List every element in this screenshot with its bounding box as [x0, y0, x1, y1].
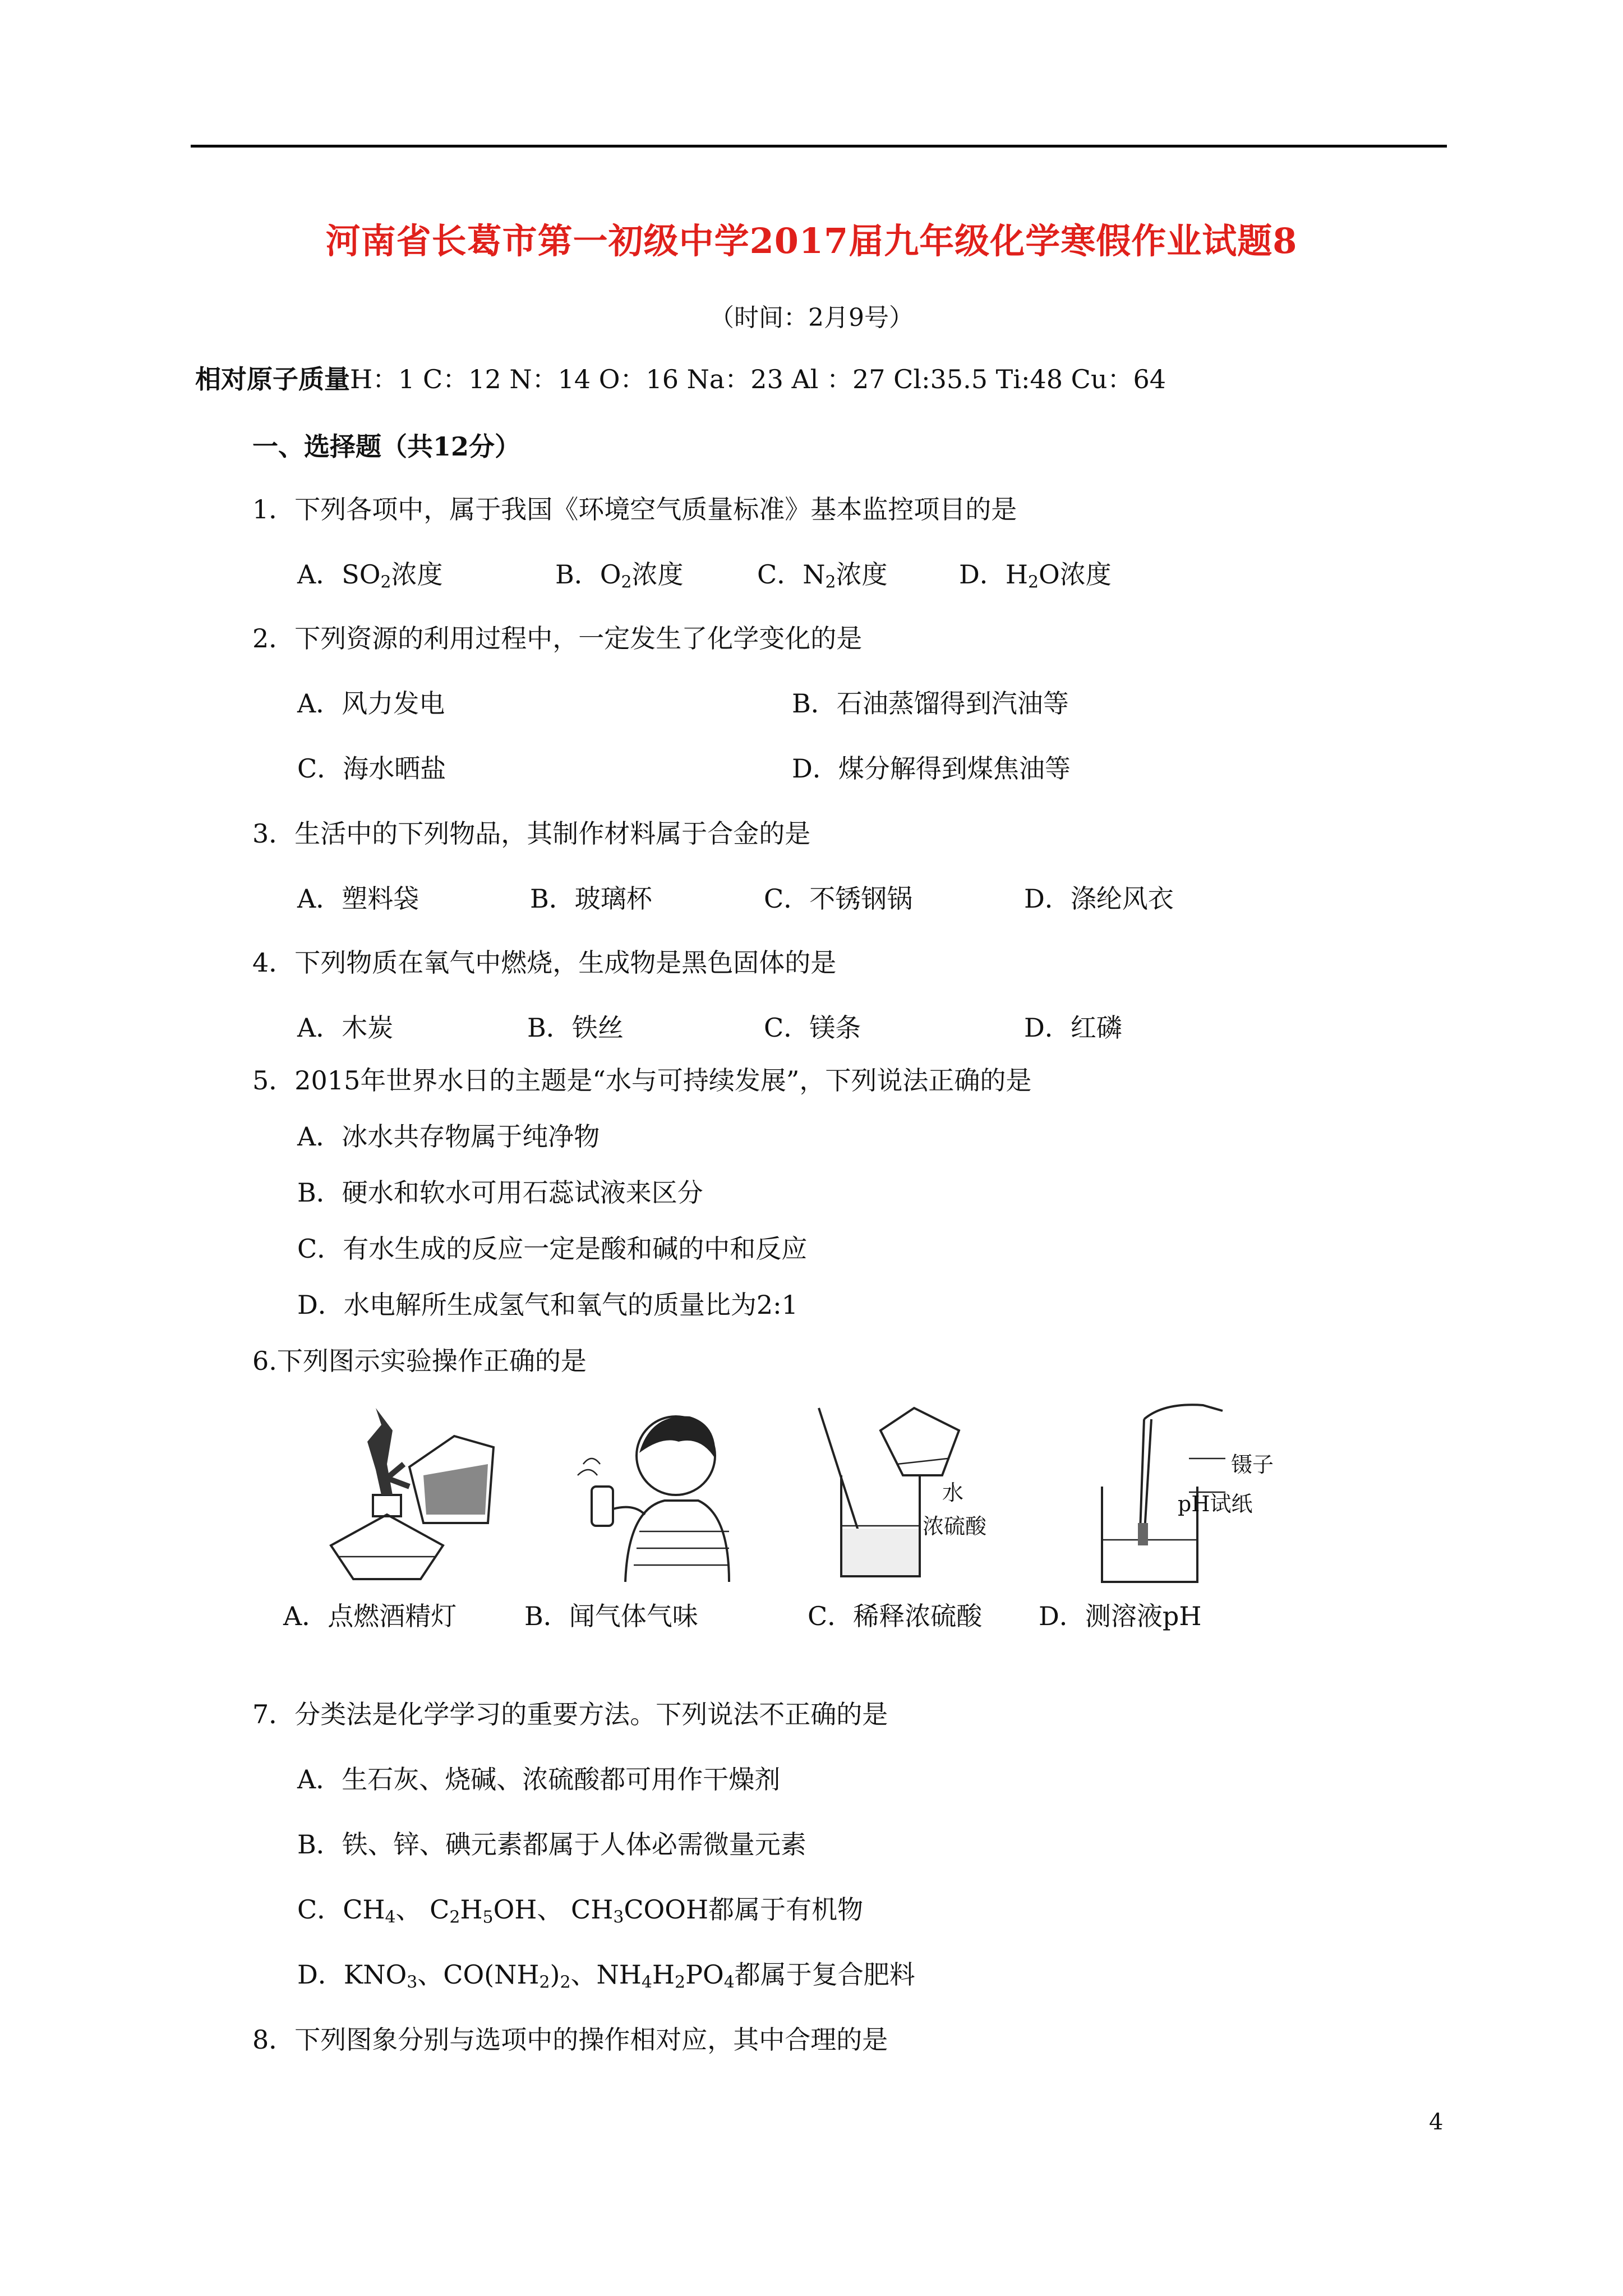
atomic-masses-label: 相对原子质量	[195, 364, 350, 394]
q6-option-d: D．测溶液pH	[1039, 1601, 1202, 1631]
q5-option-a: A．冰水共存物属于纯净物	[297, 1121, 600, 1152]
q4-stem: 4．下列物质在氧气中燃烧，生成物是黑色固体的是	[252, 947, 837, 978]
q5-option-d: D．水电解所生成氢气和氧气的质量比为2:1	[297, 1290, 798, 1320]
page-subtitle: （时间：2月9号）	[709, 303, 914, 332]
q7-option-c: C．$CH_4$、 $C_2H_5OH$、 $CH_3COOH$都属于有机物	[297, 1894, 864, 1927]
q7-option-d: D．$KNO_3$、$CO(NH_2)_2$、$NH_4H_2PO_4$都属于复合肥料	[297, 1959, 915, 1993]
q7-option-a: A．生石灰、烧碱、浓硫酸都可用作干燥剂	[297, 1764, 781, 1795]
q2-option-d: D．煤分解得到煤焦油等	[792, 753, 1071, 784]
header-rule	[191, 145, 1447, 148]
q1-option-b: B．$O_2$浓度	[555, 559, 684, 592]
q7-stem: 7．分类法是化学学习的重要方法。下列说法不正确的是	[252, 1699, 888, 1729]
q3-option-b: B．玻璃杯	[530, 884, 652, 914]
page-title: 河南省长葛市第一初级中学2017届九年级化学寒假作业试题8	[325, 220, 1298, 261]
q3-stem: 3．生活中的下列物品，其制作材料属于合金的是	[252, 818, 811, 849]
tweezers-label: 镊子	[1231, 1452, 1274, 1477]
q3-option-d: D．涤纶风衣	[1024, 884, 1174, 914]
atomic-masses-values: H：1 C：12 N：14 O：16 Na：23 Al ：27 Cl:35.5 Ti:48 Cu：64	[350, 364, 1166, 394]
section-title: 一、选择题（共12分）	[252, 431, 521, 462]
q1-option-d: D．$H_2O$浓度	[959, 559, 1112, 592]
q8-stem: 8．下列图象分别与选项中的操作相对应，其中合理的是	[252, 2024, 888, 2055]
alcohol-lamp-figure	[320, 1402, 510, 1588]
q2-stem: 2．下列资源的利用过程中，一定发生了化学变化的是	[252, 623, 863, 654]
q1-stem: 1．下列各项中，属于我国《环境空气质量标准》基本监控项目的是	[252, 494, 1017, 524]
sulfuric-acid-label: 浓硫酸	[923, 1514, 987, 1539]
q5-option-c: C．有水生成的反应一定是酸和碱的中和反应	[297, 1234, 808, 1264]
water-label: 水	[942, 1480, 964, 1505]
q6-option-c: C．稀释浓硫酸	[808, 1601, 983, 1631]
q5-option-b: B．硬水和软水可用石蕊试液来区分	[297, 1177, 703, 1208]
q1-option-a: A．$SO_2$浓度	[297, 559, 443, 592]
ph-paper-label: pH试纸	[1178, 1492, 1253, 1516]
q3-option-a: A．塑料袋	[297, 884, 419, 914]
atomic-masses-line	[195, 359, 1166, 396]
q4-option-b: B．铁丝	[527, 1013, 624, 1043]
page-number: 4	[1429, 2109, 1444, 2135]
q1-option-c: C．$N_2$浓度	[757, 559, 888, 592]
q4-option-d: D．红磷	[1024, 1013, 1122, 1043]
q4-option-a: A．木炭	[297, 1013, 394, 1043]
q7-option-b: B．铁、锌、碘元素都属于人体必需微量元素	[297, 1829, 806, 1860]
q4-option-c: C．镁条	[764, 1013, 861, 1043]
q6-option-a: A．点燃酒精灯	[283, 1601, 457, 1631]
q2-option-b: B．石油蒸馏得到汽油等	[792, 688, 1069, 719]
q6-option-b: B．闻气体气味	[524, 1601, 698, 1631]
q2-option-a: A．风力发电	[297, 688, 445, 719]
q6-stem: 6.下列图示实验操作正确的是	[252, 1346, 587, 1376]
q5-stem: 5．2015年世界水日的主题是“水与可持续发展”，下列说法正确的是	[252, 1065, 1032, 1096]
smelling-gas-figure	[566, 1402, 735, 1588]
q2-option-c: C．海水晒盐	[297, 753, 446, 784]
q3-option-c: C．不锈钢锅	[764, 884, 913, 914]
